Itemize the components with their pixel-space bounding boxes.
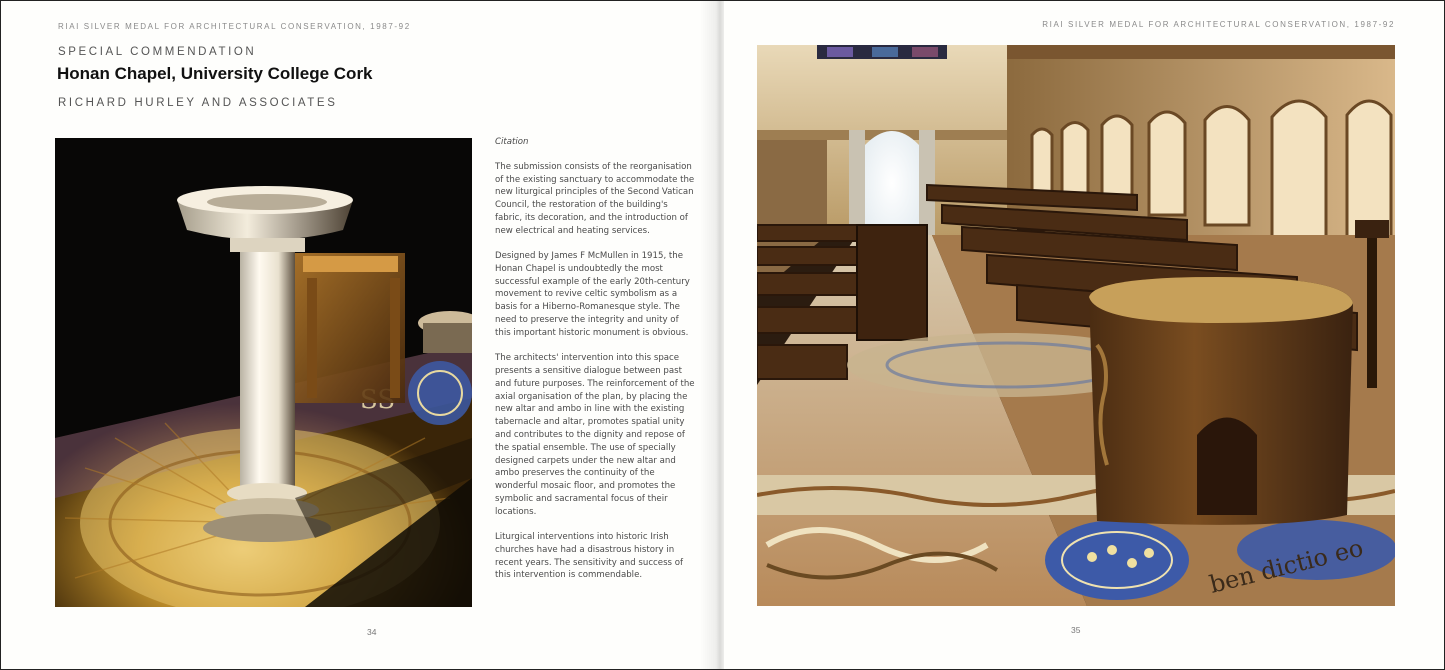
citation-paragraph-1: The submission consists of the reorganisation of the existing sanctuary to accommodate the new liturgical principles of the Second Vatican Council, the restoration of the building's fabric, its decoration, and the introduction of new electrical and heating services. [495,161,695,236]
citation-paragraph-3: The architects' intervention into this space presents a sensitive dialogue between past and future purposes. The reinforcement of the axial organisation of the plan, by placing the new altar and ambo in line with the existing tabernacle and altar, promotes spatial unity and contributes to the dignity and repose of the spatial ensemble. The use of specially designed carpets under the new altar and ambo preserves the continuity of the wonderful mosaic floor, and promotes the symbolic and sacramental focus of their locations. [495,353,695,517]
baptismal-font-photo [55,138,472,607]
page-number-left: 34 [367,627,377,637]
running-head-left: RIAI SILVER MEDAL FOR ARCHITECTURAL CONSERVATION, 1987-92 [58,22,411,31]
page-number-right: 35 [1071,625,1081,635]
award-category: SPECIAL COMMENDATION [58,46,257,58]
running-head-right: RIAI SILVER MEDAL FOR ARCHITECTURAL CONSERVATION, 1987-92 [1042,20,1395,29]
architect-name: RICHARD HURLEY AND ASSOCIATES [58,97,338,109]
citation-text [495,136,695,595]
chapel-interior-illustration [757,45,1395,606]
citation-paragraph-2: Designed by James F McMullen in 1915, the Honan Chapel is undoubtedly the most successful example of the early 20th-century movement to revive celtic symbolism as a basis for a Hiberno-Romanesque style. The need to preserve the integrity and unity of this important historic monument is obvious. [495,251,690,338]
page-title: Honan Chapel, University College Cork [57,64,373,83]
citation-paragraph-4: Liturgical interventions into historic Irish churches have had a disastrous history in recent years. The sensitivity and success of this intervention is commendable. [495,532,684,581]
chapel-interior-photo [757,45,1395,606]
baptismal-font-illustration [55,138,472,607]
citation-label: Citation [495,137,529,147]
floor-inscription: ben dictio eo [1206,533,1366,599]
